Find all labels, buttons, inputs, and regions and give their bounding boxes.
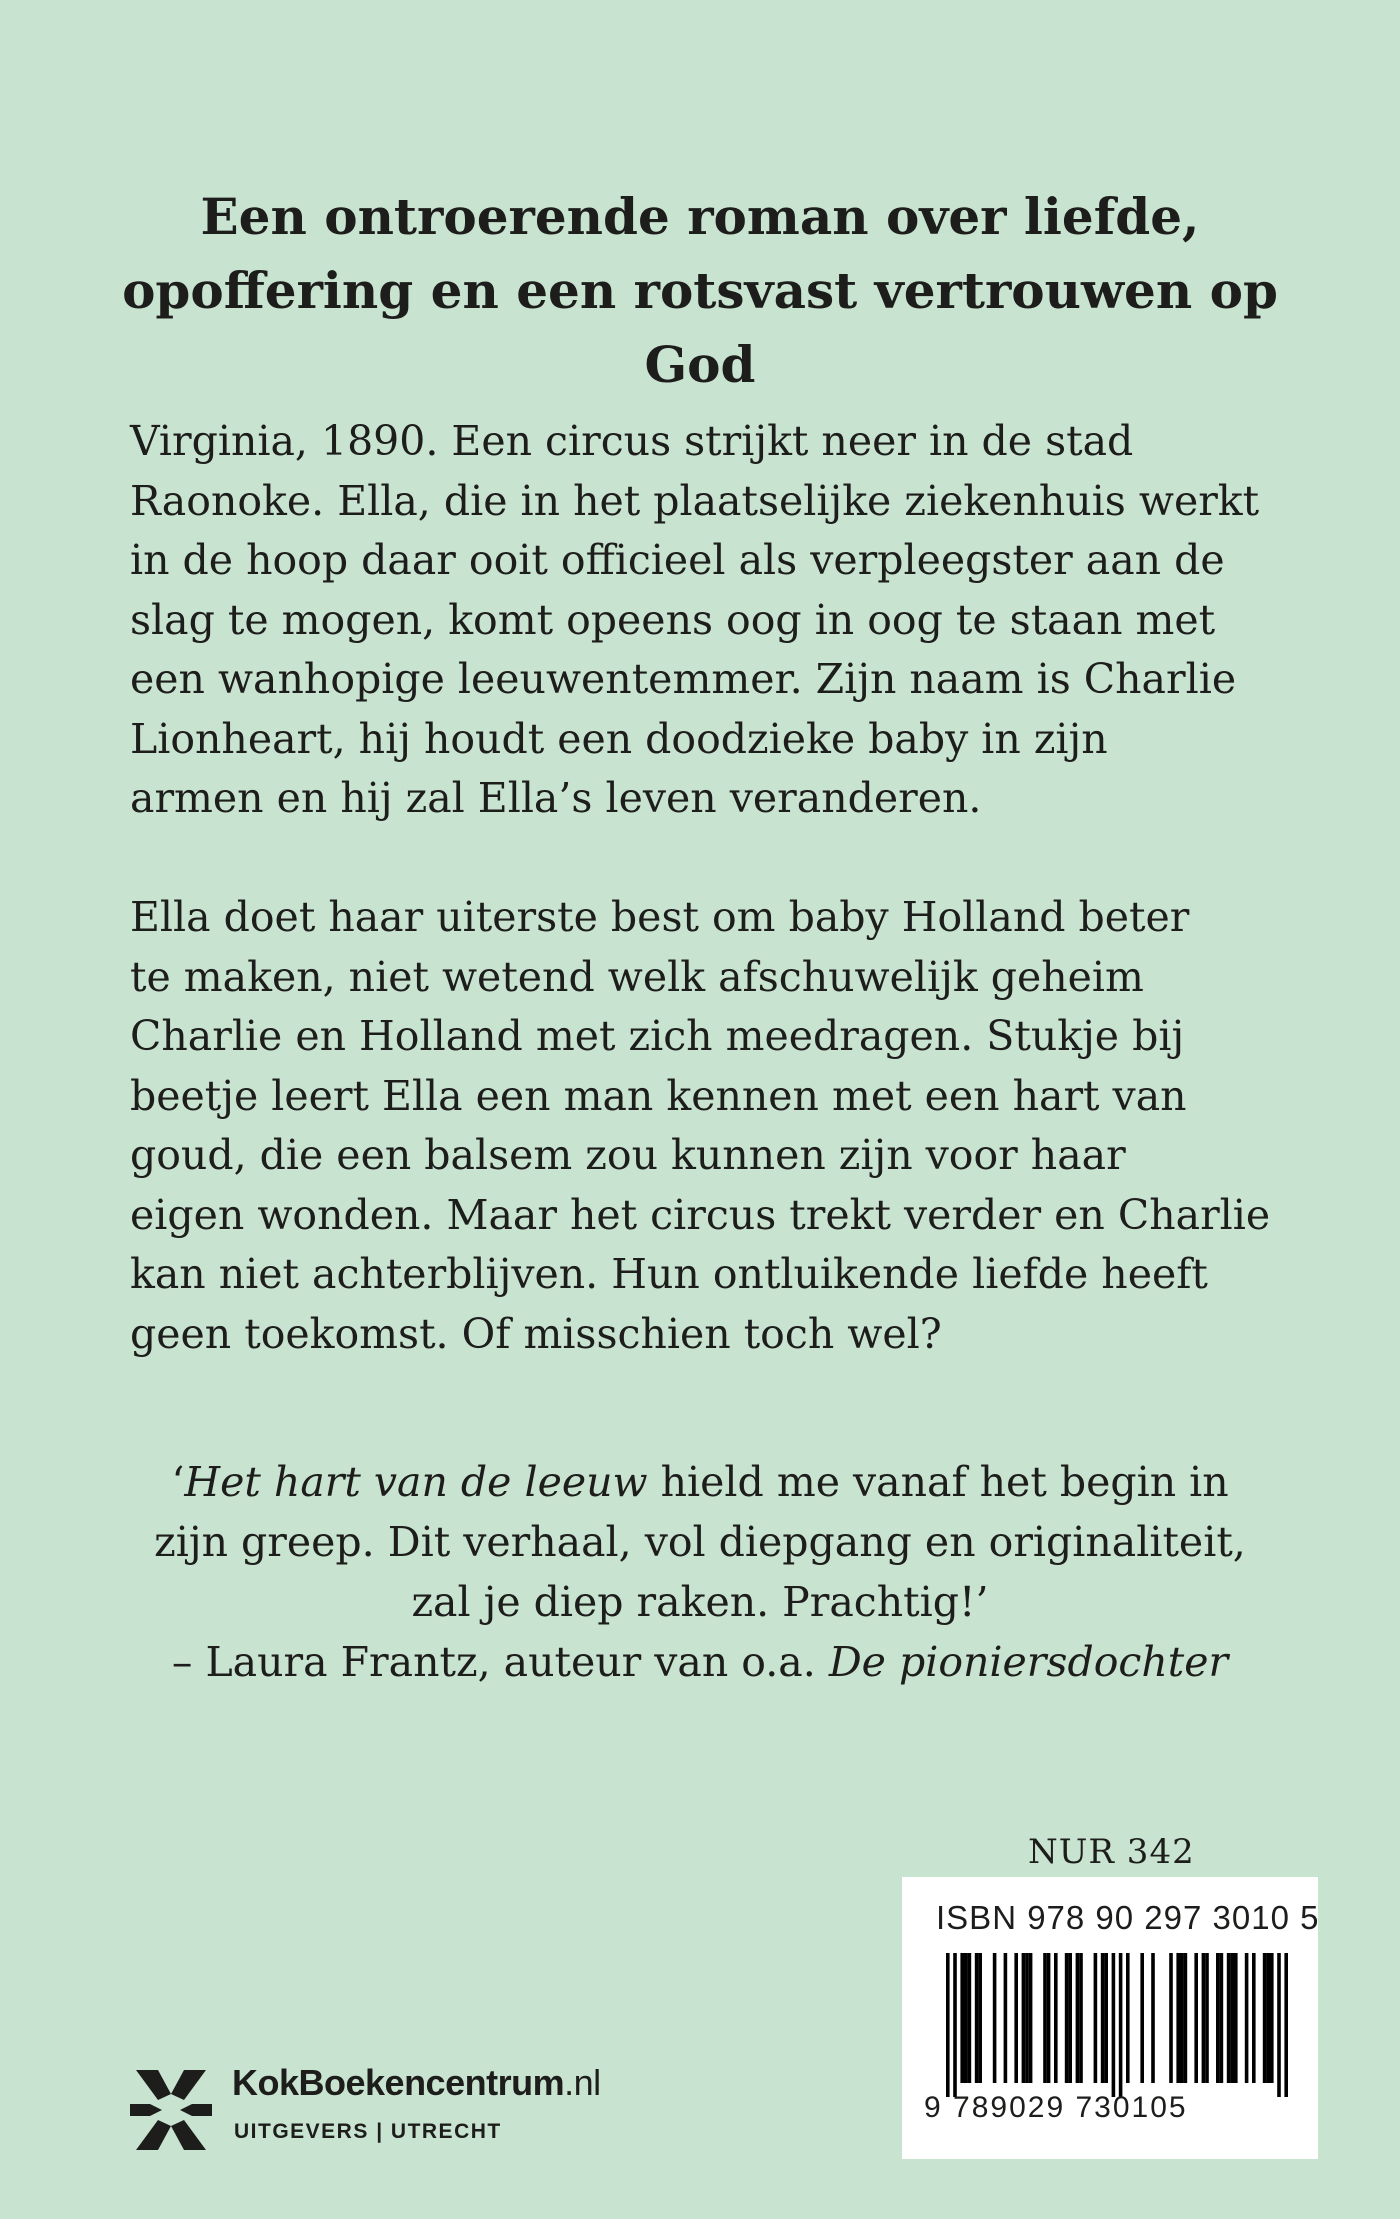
attribution-author: – Laura Frantz, auteur van o.a. — [171, 1638, 829, 1686]
barcode-bar — [1230, 1953, 1234, 2083]
barcode-bar — [1025, 1953, 1029, 2083]
barcode-bar — [1205, 1953, 1209, 2083]
barcode-bar — [993, 1953, 997, 2083]
blurb-line: Raonoke. Ella, die in het plaatselijke ziekenhuis werkt — [130, 476, 1260, 525]
blurb-paragraph-1 — [130, 412, 1310, 829]
barcode-bar — [1252, 1953, 1256, 2083]
blurb-line: armen en hij zal Ella’s leven veranderen. — [130, 774, 982, 822]
barcode-panel — [902, 1877, 1318, 2159]
barcode-bar — [1263, 1953, 1267, 2083]
publisher-name-main: KokBoekencentrum — [232, 2062, 565, 2103]
barcode-bar — [1094, 1953, 1098, 2083]
blurb-line: kan niet achterblijven. Hun ontluikende liefde heeft — [130, 1250, 1208, 1298]
barcode-bar — [964, 1953, 968, 2083]
barcode-bar — [1068, 1953, 1072, 2083]
publisher-name-suffix: .nl — [564, 2062, 601, 2103]
quote-line-3: zal je diep raken. Prachtig!’ — [411, 1578, 989, 1626]
blurb-line: te maken, niet wetend welk afschuwelijk geheim — [130, 952, 1144, 1001]
barcode-bar — [946, 1953, 950, 2097]
barcode-bar — [1022, 1953, 1026, 2083]
blurb-line: een wanhopige leeuwentemmer. Zijn naam is Charlie — [130, 655, 1237, 703]
barcode-bar — [1101, 1953, 1105, 2083]
barcode-bar — [968, 1953, 972, 2083]
barcode-bar — [1043, 1953, 1047, 2083]
quote-line-1-rest: hield me vanaf het begin in — [647, 1458, 1229, 1506]
barcode-bar — [1234, 1953, 1238, 2083]
barcode-bar — [1266, 1953, 1270, 2083]
blurb-paragraph-2 — [130, 888, 1310, 1364]
barcode-bar — [1284, 1953, 1288, 2097]
blurb-line: Ella doet haar uiterste best om baby Holland beter — [130, 893, 1190, 941]
barcode-bar — [1151, 1953, 1155, 2083]
barcode-bar — [1126, 1953, 1130, 2083]
barcode-bar — [1220, 1953, 1224, 2083]
quote-attribution — [120, 1632, 1280, 1692]
barcode-bar — [978, 1953, 982, 2083]
publisher-logo — [128, 2060, 688, 2160]
barcode-bar — [1119, 1953, 1123, 2097]
blurb-line: Charlie en Holland met zich meedragen. Stukje bij — [130, 1012, 1185, 1060]
barcode-bar — [975, 1953, 979, 2083]
barcode-bar — [1270, 1953, 1274, 2083]
barcode-bar — [1029, 1953, 1033, 2083]
quote-line-2: zijn greep. Dit verhaal, vol diepgang en originaliteit, — [154, 1518, 1246, 1566]
tagline-line-1: Een ontroerende roman over liefde, — [200, 187, 1200, 246]
blurb-line: beetje leert Ella een man kennen met een hart van — [130, 1071, 1187, 1120]
barcode-bar — [1277, 1953, 1281, 2097]
quote-line-1 — [120, 1452, 1280, 1512]
barcode-bar — [1216, 1953, 1220, 2083]
barcode-bar — [1004, 1953, 1008, 2083]
nur-code: NUR 342 — [1028, 1832, 1195, 1872]
barcode-bar — [1184, 1953, 1188, 2083]
tagline-line-2: opoffering en een rotsvast vertrouwen op God — [122, 261, 1278, 394]
blurb-line: in de hoop daar ooit officieel als verpleegster aan de — [130, 536, 1225, 584]
barcode-bar — [1014, 1953, 1018, 2083]
barcode-bar — [1245, 1953, 1249, 2083]
barcode-bar — [953, 1953, 957, 2097]
barcode-bar — [1227, 1953, 1231, 2083]
barcode-bar — [1065, 1953, 1069, 2083]
blurb-line: geen toekomst. Of misschien toch wel? — [130, 1309, 942, 1358]
barcode-bar — [1176, 1953, 1180, 2083]
ean-digits: 9 789029 730105 — [924, 2091, 1188, 2124]
quote-open-mark: ‘ — [171, 1458, 185, 1506]
attribution-book-title: De pioniersdochter — [828, 1638, 1229, 1686]
barcode-bar — [1047, 1953, 1051, 2083]
barcode-bar — [960, 1953, 964, 2083]
barcode-bar — [1202, 1953, 1206, 2083]
publisher-subtitle: UITGEVERS | UTRECHT — [234, 2120, 502, 2143]
blurb-line: Lionheart, hij houdt een doodzieke baby in zijn — [130, 714, 1108, 763]
blurb-line: Virginia, 1890. Een circus strijkt neer in de stad — [130, 417, 1134, 465]
barcode-bar — [1194, 1953, 1198, 2083]
barcode-bar — [1112, 1953, 1116, 2097]
barcode-bar — [1169, 1953, 1173, 2083]
blurb-line: eigen wonden. Maar het circus trekt verder en Charlie — [130, 1190, 1271, 1239]
endorsement-quote — [120, 1452, 1280, 1692]
blurb-line: slag te mogen, komt opeens oog in oog te staan met — [130, 595, 1216, 644]
barcode-bar — [1140, 1953, 1144, 2083]
barcode-bar — [1104, 1953, 1108, 2083]
isbn-number: ISBN 978 90 297 3010 5 — [936, 1899, 1320, 1936]
barcode-bar — [1180, 1953, 1184, 2083]
publisher-mark-icon — [128, 2064, 214, 2156]
barcode-bar — [1076, 1953, 1080, 2083]
publisher-name — [232, 2062, 601, 2104]
barcode-bar — [1079, 1953, 1083, 2083]
barcode-bar — [1054, 1953, 1058, 2083]
quote-book-title: Het hart van de leeuw — [184, 1458, 648, 1506]
blurb-line: goud, die een balsem zou kunnen zijn voor haar — [130, 1131, 1126, 1179]
tagline — [60, 180, 1340, 402]
